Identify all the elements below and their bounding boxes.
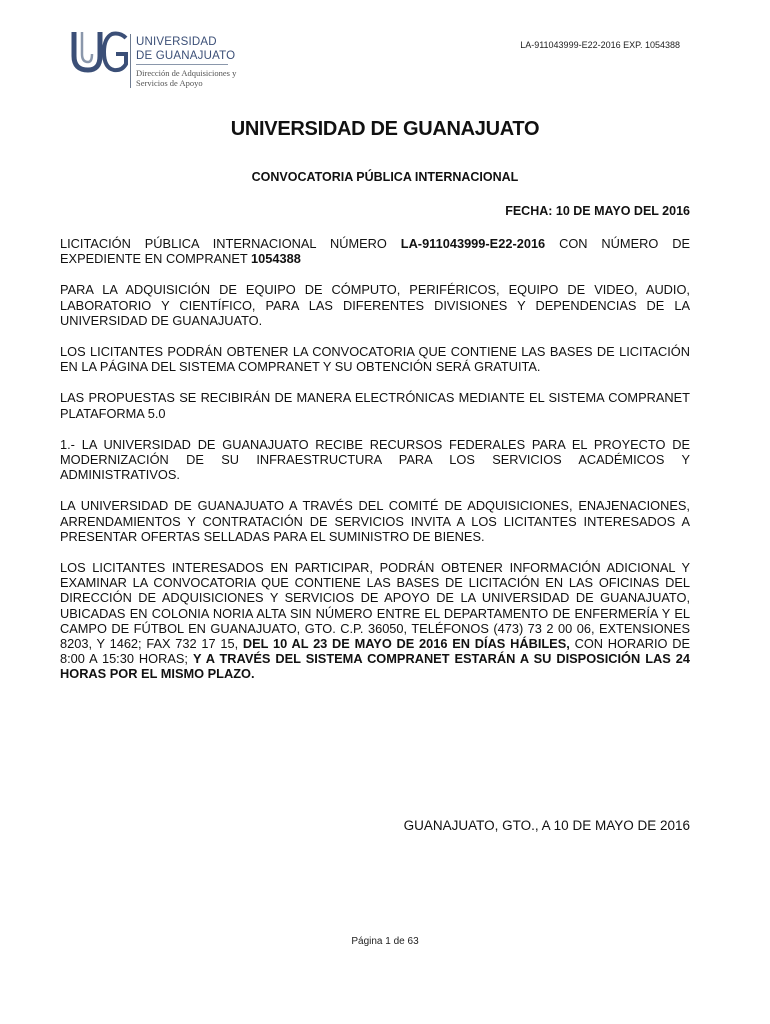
paragraph-proposals: LAS PROPUESTAS SE RECIBIRÁN DE MANERA ELECTRÓNICAS MEDIANTE EL SISTEMA COMPRANET PLATAFORMA 5.0 [60, 390, 690, 421]
logo-subtitle-line2: Servicios de Apoyo [136, 78, 203, 88]
document-title: UNIVERSIDAD DE GUANAJUATO [230, 118, 540, 140]
logo-divider [130, 34, 131, 88]
document-date: FECHA: 10 DE MAYO DEL 2016 [505, 204, 690, 218]
document-subtitle: CONVOCATORIA PÚBLICA INTERNACIONAL [251, 170, 519, 184]
paragraph-obtain-call: LOS LICITANTES PODRÁN OBTENER LA CONVOCATORIA QUE CONTIENE LAS BASES DE LICITACIÓN EN LA PÁGINA DEL SISTEMA COMPRANET Y SU OBTENCIÓN SERÁ GRATUITA. [60, 344, 690, 375]
tender-number: LA-911043999-E22-2016 [400, 236, 546, 251]
paragraph-text: LICITACIÓN PÚBLICA INTERNACIONAL NÚMERO [60, 236, 401, 251]
document-reference: LA-911043999-E22-2016 EXP. 1054388 [520, 40, 680, 50]
paragraph-acquisition: PARA LA ADQUISICIÓN DE EQUIPO DE CÓMPUTO, PERIFÉRICOS, EQUIPO DE VIDEO, AUDIO, LABORATORIO Y CIENTÍFICO, PARA LAS DIFERENTES DIVISIONES Y DEPENDENCIAS DE LA UNIVERSIDAD DE GUANAJUATO. [60, 282, 690, 328]
logo-name-line2: DE GUANAJUATO [136, 50, 236, 62]
paragraph-information [60, 560, 690, 682]
paragraph-invitation: LA UNIVERSIDAD DE GUANAJUATO A TRAVÉS DEL COMITÉ DE ADQUISICIONES, ENAJENACIONES, ARRENDAMIENTOS Y CONTRATACIÓN DE SERVICIOS INVITA A LOS LICITANTES INTERESADOS A PRESENTAR OFERTAS SELLADAS PARA EL SUMINISTRO DE BIENES. [60, 498, 690, 544]
dates-highlight: DEL 10 AL 23 DE MAYO DE 2016 EN DÍAS HÁBILES, [242, 636, 570, 652]
logo-subtitle-line1: Dirección de Adquisiciones y [136, 68, 237, 78]
document-body [60, 236, 690, 698]
compranet-highlight: Y A TRAVÉS DEL SISTEMA COMPRANET ESTARÁN A SU DISPOSICIÓN LAS 24 HORAS POR EL MISMO PLAZO. [60, 651, 690, 682]
logo-name-line1: UNIVERSIDAD [136, 36, 217, 48]
ug-monogram-icon [68, 30, 128, 74]
paragraph-tender-number [60, 236, 690, 266]
file-number: 1054388 [251, 251, 301, 267]
paragraph-text: LOS LICITANTES INTERESADOS EN PARTICIPAR, PODRÁN OBTENER INFORMACIÓN ADICIONAL Y EXAMINAR LA CONVOCATORIA QUE CONTIENE LAS BASES DE LICITACIÓN EN LAS OFICINAS DEL DIRECCIÓN DE ADQUISICIONES Y SERVICIOS DE APOYO DE LA UNIVERSIDAD DE GUANAJUATO, UBICADAS EN COLONIA NORIA ALTA SIN NÚMERO ENTRE EL DEPARTAMENTO DE ENFERMERÍA Y EL CAMPO DE FÚTBOL EN GUANAJUATO, GTO. C.P. 36050, TELÉFONOS (473) 73 2 00 06, EXTENSIONES 8203, Y 1462; FAX 732 17 15, [60, 560, 690, 652]
logo-underline [136, 64, 228, 65]
paragraph-text: CON HORARIO DE 8:00 A 15:30 HORAS; [60, 636, 690, 667]
paragraph-text: CON NÚMERO DE EXPEDIENTE EN COMPRANET [60, 236, 690, 267]
page-number: Página 1 de 63 [351, 936, 419, 947]
university-logo [68, 28, 248, 92]
closing-place-date: GUANAJUATO, GTO., A 10 DE MAYO DE 2016 [403, 818, 690, 833]
paragraph-federal-resources: 1.- LA UNIVERSIDAD DE GUANAJUATO RECIBE RECURSOS FEDERALES PARA EL PROYECTO DE MODERNIZACIÓN DE SU INFRAESTRUCTURA PARA LOS SERVICIOS ACADÉMICOS Y ADMINISTRATIVOS. [60, 436, 690, 483]
